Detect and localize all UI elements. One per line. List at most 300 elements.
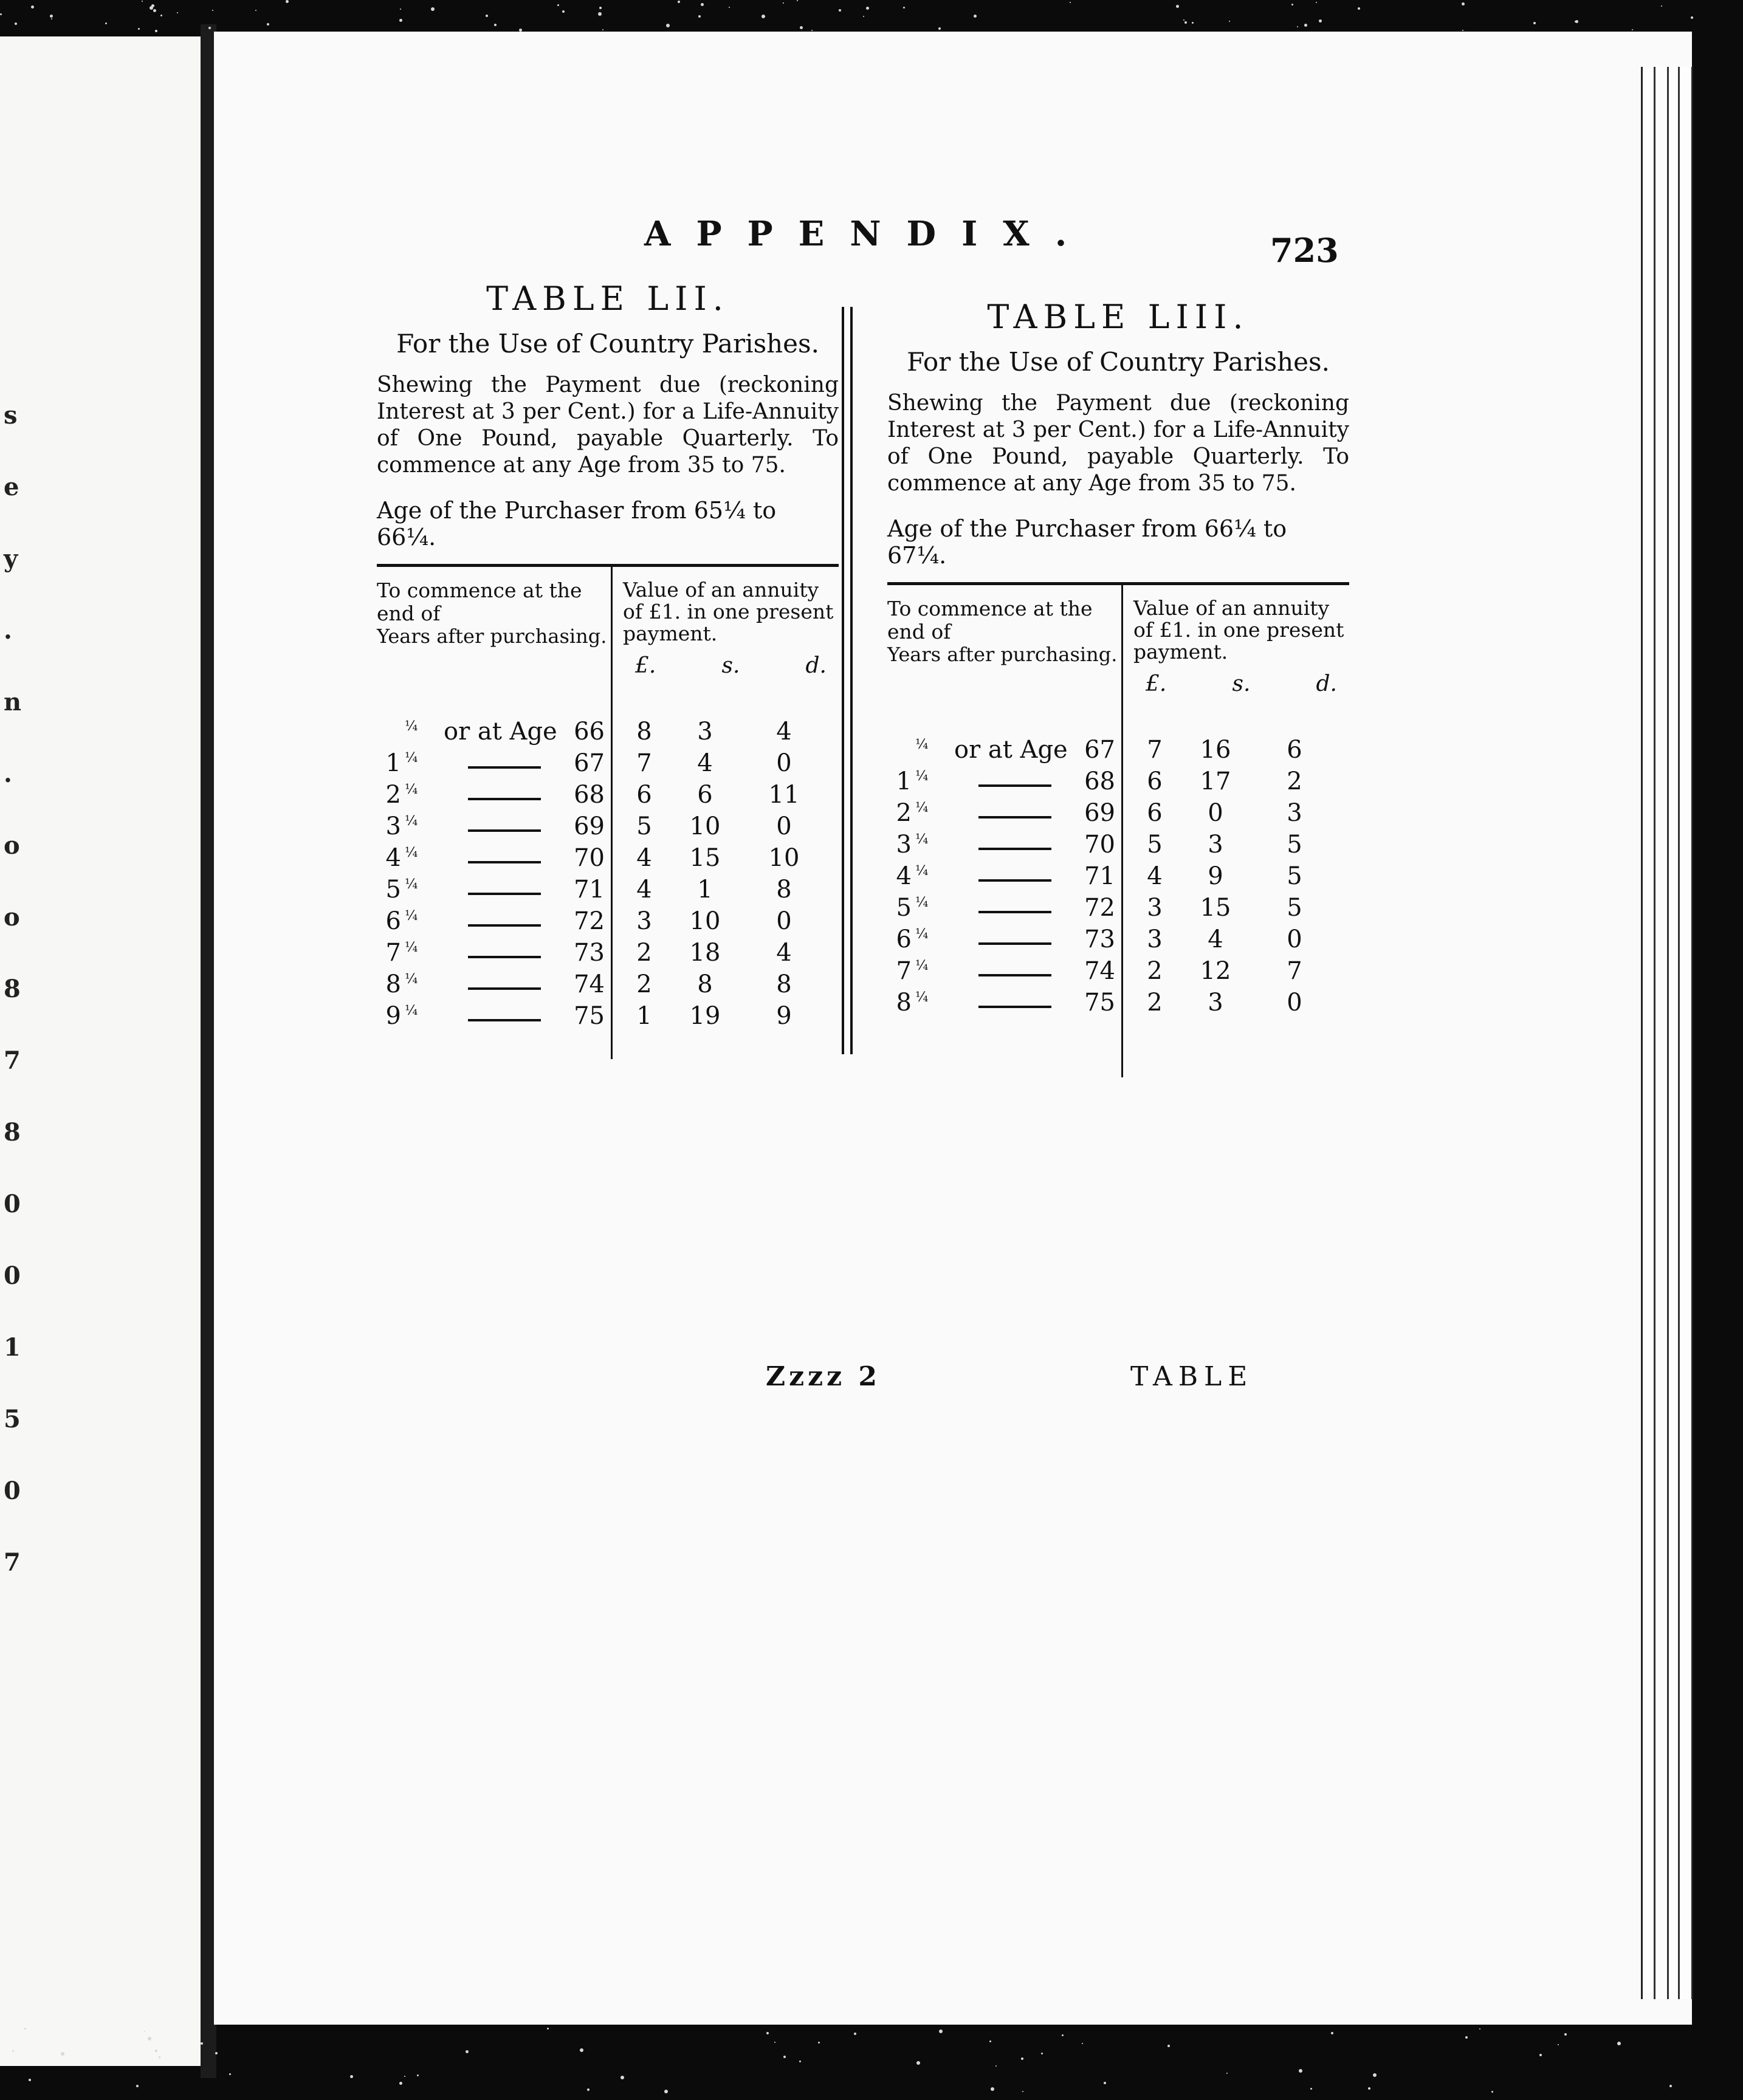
scan-speck <box>729 7 730 8</box>
scan-speck <box>797 0 798 1</box>
years-cell: 7 <box>896 957 912 985</box>
pence-unit: d. <box>1316 671 1337 696</box>
pounds-cell: 4 <box>636 844 652 872</box>
double-column-rule <box>842 307 853 1054</box>
scan-speck <box>839 9 841 12</box>
scan-speck <box>783 2 784 4</box>
scan-speck <box>1331 2032 1333 2034</box>
scan-speck <box>599 7 602 9</box>
scan-speck <box>0 13 2 15</box>
scan-speck <box>1462 2 1465 5</box>
row-dash <box>978 848 1051 850</box>
scan-speck <box>1310 2088 1312 2090</box>
or-at-age-label: or at Age <box>954 736 1068 764</box>
scan-speck <box>267 23 269 26</box>
or-at-age-label: or at Age <box>444 718 557 746</box>
table-row <box>887 957 1349 989</box>
quarter-fraction: ¼ <box>405 750 418 766</box>
scan-speck <box>1229 21 1230 22</box>
pounds-cell: 5 <box>636 812 652 840</box>
scan-speck <box>664 2090 668 2093</box>
table-row <box>377 718 839 749</box>
scan-speck <box>51 18 52 19</box>
scan-speck <box>938 27 941 30</box>
pence-cell: 4 <box>776 939 792 967</box>
scan-speck <box>1299 2069 1302 2073</box>
commence-header: To commence at the end of <box>377 578 582 625</box>
shillings-cell: 15 <box>1200 894 1231 922</box>
pence-cell: 3 <box>1287 799 1302 827</box>
quarter-fraction: ¼ <box>405 1003 418 1018</box>
pence-cell: 0 <box>1287 925 1302 953</box>
shillings-cell: 18 <box>689 939 721 967</box>
value-header: Value of an annuity of £1. in one present payment. <box>623 578 834 645</box>
years-cell: 5 <box>385 876 401 904</box>
age-cell: 67 <box>574 749 605 777</box>
scan-speck <box>799 2061 801 2062</box>
scan-speck <box>144 2031 145 2032</box>
pounds-cell: 7 <box>636 749 652 777</box>
scan-speck <box>1192 22 1194 24</box>
quarter-fraction: ¼ <box>915 832 929 847</box>
scan-speck <box>1564 2033 1567 2036</box>
scan-speck <box>800 26 803 29</box>
running-head: APPENDIX. <box>644 214 1093 254</box>
quarter-fraction: ¼ <box>915 769 929 784</box>
table-use: For the Use of Country Parishes. <box>396 329 819 359</box>
scan-speck <box>1558 2044 1559 2045</box>
left-column-header <box>887 585 1118 665</box>
shillings-cell: 16 <box>1200 736 1231 764</box>
scan-speck <box>903 7 905 9</box>
scan-speck <box>761 15 765 18</box>
scan-speck <box>1183 19 1184 21</box>
scan-speck <box>1104 2082 1106 2084</box>
facing-page-fragment: e <box>4 473 19 501</box>
commence-header: To commence at the end of <box>887 597 1093 643</box>
table-body <box>887 585 1349 1077</box>
shillings-cell: 8 <box>697 970 713 998</box>
scan-speck <box>486 15 488 17</box>
age-cell: 72 <box>1084 894 1115 922</box>
scan-speck <box>138 28 140 30</box>
pounds-cell: 2 <box>1147 957 1163 985</box>
scan-speck <box>698 15 701 18</box>
facing-page-fragment: 0 <box>4 1190 21 1218</box>
years-cell: 6 <box>896 925 912 953</box>
pounds-cell: 2 <box>636 970 652 998</box>
row-dash <box>468 798 541 800</box>
scan-speck <box>1539 2054 1542 2056</box>
table-description: Shewing the Payment due (reckoning Interest at 3 per Cent.) for a Life-Annuity of One Pound, payable Quarterly. To commence at any Age from 35 to 75. <box>887 391 1349 496</box>
scan-speck <box>1184 21 1187 24</box>
table-row <box>887 894 1349 925</box>
scan-speck <box>155 2050 157 2052</box>
pence-unit: d. <box>805 653 827 678</box>
scan-speck <box>215 2052 218 2054</box>
scan-speck <box>916 2061 920 2065</box>
age-cell: 66 <box>574 718 605 746</box>
table-row <box>887 925 1349 957</box>
pence-cell: 10 <box>768 844 800 872</box>
table-row <box>377 812 839 844</box>
scan-speck <box>519 29 522 32</box>
shillings-cell: 9 <box>1208 862 1223 890</box>
scan-speck <box>854 2033 856 2035</box>
years-cell: 8 <box>896 989 912 1017</box>
scan-speck <box>774 2042 775 2043</box>
scan-speck <box>12 2050 14 2052</box>
value-header: Value of an annuity of £1. in one present payment. <box>1133 596 1344 664</box>
scan-speck <box>155 30 157 32</box>
scan-speck <box>580 2048 583 2052</box>
quarter-fraction: ¼ <box>915 737 929 752</box>
facing-page-fragment: 1 <box>4 1333 21 1362</box>
facing-page-fragment: . <box>4 760 12 788</box>
scan-speck <box>557 4 559 6</box>
scan-speck <box>136 2085 139 2087</box>
facing-page-fragment: s <box>4 401 18 430</box>
scan-speck <box>547 2028 549 2030</box>
scan-speck <box>974 15 977 18</box>
facing-page-fragment: 7 <box>4 1046 21 1075</box>
scan-speck <box>286 0 289 3</box>
pence-cell: 0 <box>1287 989 1302 1017</box>
pounds-cell: 4 <box>636 876 652 904</box>
scan-speck <box>15 22 17 25</box>
row-dash <box>468 861 541 863</box>
quarter-fraction: ¼ <box>405 940 418 955</box>
scan-speck <box>1575 21 1576 22</box>
pounds-cell: 6 <box>1147 799 1163 827</box>
scan-speck <box>1669 2085 1672 2087</box>
scan-speck <box>29 2079 31 2081</box>
shillings-cell: 1 <box>697 876 713 904</box>
scan-speck <box>1226 2073 1228 2074</box>
scan-speck <box>1291 4 1293 5</box>
table-title: TABLE LIII. <box>987 298 1250 336</box>
facing-page-fragment: 8 <box>4 1118 21 1147</box>
facing-page-fragment: o <box>4 903 20 932</box>
scan-speck <box>201 2042 203 2045</box>
scan-speck <box>431 7 435 11</box>
scan-speck <box>177 12 178 13</box>
table-age-range: Age of the Purchaser from 66¼ to 67¼. <box>887 515 1287 569</box>
shillings-cell: 3 <box>697 718 713 746</box>
age-cell: 75 <box>1084 989 1115 1017</box>
scan-speck <box>995 2065 997 2067</box>
scan-speck <box>1297 26 1298 27</box>
row-dash <box>468 766 541 769</box>
age-cell: 74 <box>574 970 605 998</box>
scan-speck <box>1062 2034 1064 2036</box>
pence-cell: 7 <box>1287 957 1302 985</box>
age-cell: 70 <box>1084 831 1115 859</box>
row-dash <box>468 956 541 958</box>
scan-speck <box>1462 30 1463 31</box>
table-row <box>887 989 1349 1020</box>
row-dash <box>468 893 541 895</box>
pence-cell: 8 <box>776 970 792 998</box>
age-cell: 72 <box>574 907 605 935</box>
table-row <box>887 799 1349 831</box>
shillings-cell: 0 <box>1208 799 1223 827</box>
years-cell: 8 <box>385 970 401 998</box>
facing-page-fragment: . <box>4 616 12 645</box>
quarter-fraction: ¼ <box>405 719 418 734</box>
table-row <box>377 907 839 939</box>
facing-page-fragment: 7 <box>4 1548 21 1577</box>
page-number: 723 <box>1270 231 1339 270</box>
table-rows <box>377 718 839 1034</box>
pounds-unit: £. <box>1146 671 1167 696</box>
scan-speck <box>1176 5 1179 8</box>
table-row <box>887 862 1349 894</box>
pounds-unit: £. <box>635 653 656 678</box>
facing-page-fragment: y <box>4 544 18 573</box>
years-cell: 4 <box>896 862 912 890</box>
shillings-cell: 3 <box>1208 831 1223 859</box>
pounds-cell: 2 <box>1147 989 1163 1017</box>
scan-speck <box>1691 16 1693 19</box>
quarter-fraction: ¼ <box>405 877 418 892</box>
scan-speck <box>1021 2057 1023 2060</box>
table-row <box>377 1002 839 1034</box>
scan-speck <box>350 2075 353 2078</box>
age-cell: 75 <box>574 1002 605 1030</box>
scan-speck <box>1632 29 1633 30</box>
pounds-cell: 7 <box>1147 736 1163 764</box>
pounds-cell: 4 <box>1147 862 1163 890</box>
quarter-fraction: ¼ <box>915 958 929 973</box>
pence-cell: 0 <box>776 812 792 840</box>
scan-speck <box>1533 22 1536 24</box>
quarter-fraction: ¼ <box>405 814 418 829</box>
scan-speck <box>818 2042 820 2043</box>
row-dash <box>978 816 1051 818</box>
scan-speck <box>31 5 34 9</box>
scan-speck <box>105 22 107 24</box>
age-cell: 71 <box>1084 862 1115 890</box>
scan-speck <box>783 2056 786 2058</box>
age-cell: 69 <box>574 812 605 840</box>
facing-page-fragment: 5 <box>4 1405 21 1433</box>
age-cell: 73 <box>574 939 605 967</box>
row-dash <box>978 974 1051 976</box>
scan-speck <box>1082 2043 1083 2044</box>
quarter-fraction: ¼ <box>915 927 929 942</box>
scan-speck <box>562 10 565 13</box>
scan-speck <box>466 2050 469 2053</box>
scan-speck <box>399 2082 402 2085</box>
scan-speck <box>24 2028 26 2030</box>
years-cell: 3 <box>896 831 912 859</box>
scan-speck <box>1041 2053 1043 2054</box>
years-label: Years after purchasing. <box>887 643 1118 666</box>
scan-speck <box>1368 2087 1370 2090</box>
quarter-fraction: ¼ <box>405 845 418 860</box>
years-cell: 5 <box>896 894 912 922</box>
scan-speck <box>1304 24 1307 27</box>
table-row <box>377 939 839 970</box>
years-cell: 2 <box>896 799 912 827</box>
facing-page-fragment: 0 <box>4 1477 21 1505</box>
scan-speck <box>866 7 869 10</box>
pence-cell: 8 <box>776 876 792 904</box>
years-cell: 3 <box>385 812 401 840</box>
pounds-cell: 6 <box>636 781 652 809</box>
pence-cell: 5 <box>1287 894 1302 922</box>
scan-speck <box>229 2073 231 2075</box>
quarter-fraction: ¼ <box>915 800 929 815</box>
table-row <box>377 749 839 781</box>
scan-speck <box>1319 19 1322 22</box>
pounds-cell: 1 <box>636 1002 652 1030</box>
scan-speck <box>1167 2045 1170 2047</box>
scan-speck <box>666 24 670 27</box>
facing-page-fragment: 0 <box>4 1261 21 1290</box>
table-liii <box>887 298 1349 1077</box>
shillings-cell: 4 <box>1208 925 1223 953</box>
facing-page-fragment: n <box>4 688 22 716</box>
scan-speck <box>1373 2073 1377 2077</box>
scan-speck <box>766 2032 769 2034</box>
scan-speck <box>494 24 497 26</box>
table-row <box>377 781 839 812</box>
scan-speck <box>255 10 256 11</box>
pence-cell: 5 <box>1287 831 1302 859</box>
years-cell: 1 <box>385 749 401 777</box>
table-use: For the Use of Country Parishes. <box>907 347 1330 377</box>
row-dash <box>978 784 1051 787</box>
scan-speck <box>1617 2042 1621 2045</box>
table-row <box>887 831 1349 862</box>
table-row <box>377 844 839 876</box>
shillings-unit: s. <box>1232 671 1251 696</box>
scan-speck <box>701 3 704 6</box>
age-cell: 69 <box>1084 799 1115 827</box>
pence-cell: 11 <box>768 781 800 809</box>
pence-cell: 5 <box>1287 862 1302 890</box>
shillings-cell: 10 <box>689 812 721 840</box>
scan-speck <box>417 2074 419 2076</box>
quarter-fraction: ¼ <box>405 908 418 924</box>
scan-speck <box>1316 2 1317 3</box>
shillings-cell: 12 <box>1200 957 1231 985</box>
scan-speck <box>989 2040 991 2042</box>
quarter-fraction: ¼ <box>915 990 929 1005</box>
age-cell: 68 <box>1084 767 1115 795</box>
scan-speck <box>153 9 156 12</box>
scan-speck <box>399 19 402 22</box>
scan-speck <box>1022 2091 1023 2092</box>
scan-speck <box>404 2076 405 2077</box>
pence-cell: 2 <box>1287 767 1302 795</box>
scan-speck <box>208 27 211 29</box>
scan-speck <box>1465 2036 1468 2039</box>
years-cell: 4 <box>385 844 401 872</box>
pence-cell: 4 <box>776 718 792 746</box>
pounds-cell: 6 <box>1147 767 1163 795</box>
facing-page-fragment: 8 <box>4 975 21 1003</box>
years-cell: 6 <box>385 907 401 935</box>
scan-speck <box>1661 5 1662 7</box>
age-cell: 74 <box>1084 957 1115 985</box>
scan-speck <box>50 15 53 18</box>
row-dash <box>468 829 541 832</box>
facing-page-edge <box>0 36 201 2066</box>
scan-speck <box>212 10 213 11</box>
quarter-fraction: ¼ <box>915 895 929 910</box>
table-row <box>377 876 839 907</box>
quarter-fraction: ¼ <box>915 863 929 879</box>
age-cell: 73 <box>1084 925 1115 953</box>
pounds-cell: 3 <box>1147 925 1163 953</box>
row-dash <box>468 924 541 927</box>
scan-speck <box>678 1 680 3</box>
pence-cell: 9 <box>776 1002 792 1030</box>
pence-cell: 0 <box>776 749 792 777</box>
scan-speck <box>991 2087 994 2091</box>
years-cell: 9 <box>385 1002 401 1030</box>
shillings-unit: s. <box>721 653 740 678</box>
row-dash <box>978 1006 1051 1008</box>
table-row <box>887 767 1349 799</box>
pounds-cell: 8 <box>636 718 652 746</box>
scan-speck <box>602 29 603 30</box>
scan-speck <box>148 2037 151 2040</box>
scan-speck <box>151 4 154 7</box>
shillings-cell: 10 <box>689 907 721 935</box>
age-cell: 68 <box>574 781 605 809</box>
table-rows <box>887 736 1349 1020</box>
scan-speck <box>142 1 143 2</box>
shillings-cell: 3 <box>1208 989 1223 1017</box>
pounds-cell: 5 <box>1147 831 1163 859</box>
table-title: TABLE LII. <box>486 280 729 318</box>
row-dash <box>978 911 1051 913</box>
pence-cell: 6 <box>1287 736 1302 764</box>
quarter-fraction: ¼ <box>405 782 418 797</box>
age-cell: 71 <box>574 876 605 904</box>
scan-speck <box>863 16 864 17</box>
pounds-cell: 3 <box>1147 894 1163 922</box>
table-lii <box>377 280 839 1059</box>
right-column-header <box>1133 585 1349 696</box>
scan-speck <box>587 2088 590 2091</box>
scan-speck <box>621 2076 624 2079</box>
scan-speck <box>1070 2 1071 3</box>
page-stack-edge <box>1641 67 1693 1999</box>
left-column-header <box>377 567 608 647</box>
shillings-cell: 17 <box>1200 767 1231 795</box>
scan-speck <box>61 2052 64 2056</box>
table-description: Shewing the Payment due (reckoning Interest at 3 per Cent.) for a Life-Annuity of One Pound, payable Quarterly. To commence at any Age from 35 to 75. <box>377 372 839 478</box>
row-dash <box>468 987 541 990</box>
row-dash <box>978 879 1051 882</box>
scan-speck <box>811 30 813 31</box>
shillings-cell: 4 <box>697 749 713 777</box>
age-cell: 67 <box>1084 736 1115 764</box>
scan-speck <box>939 2030 943 2033</box>
scan-speck <box>400 9 401 10</box>
money-units <box>1133 663 1349 696</box>
scan-speck <box>1358 7 1360 10</box>
table-body <box>377 567 839 1059</box>
pounds-cell: 2 <box>636 939 652 967</box>
shillings-cell: 15 <box>689 844 721 872</box>
shillings-cell: 6 <box>697 781 713 809</box>
